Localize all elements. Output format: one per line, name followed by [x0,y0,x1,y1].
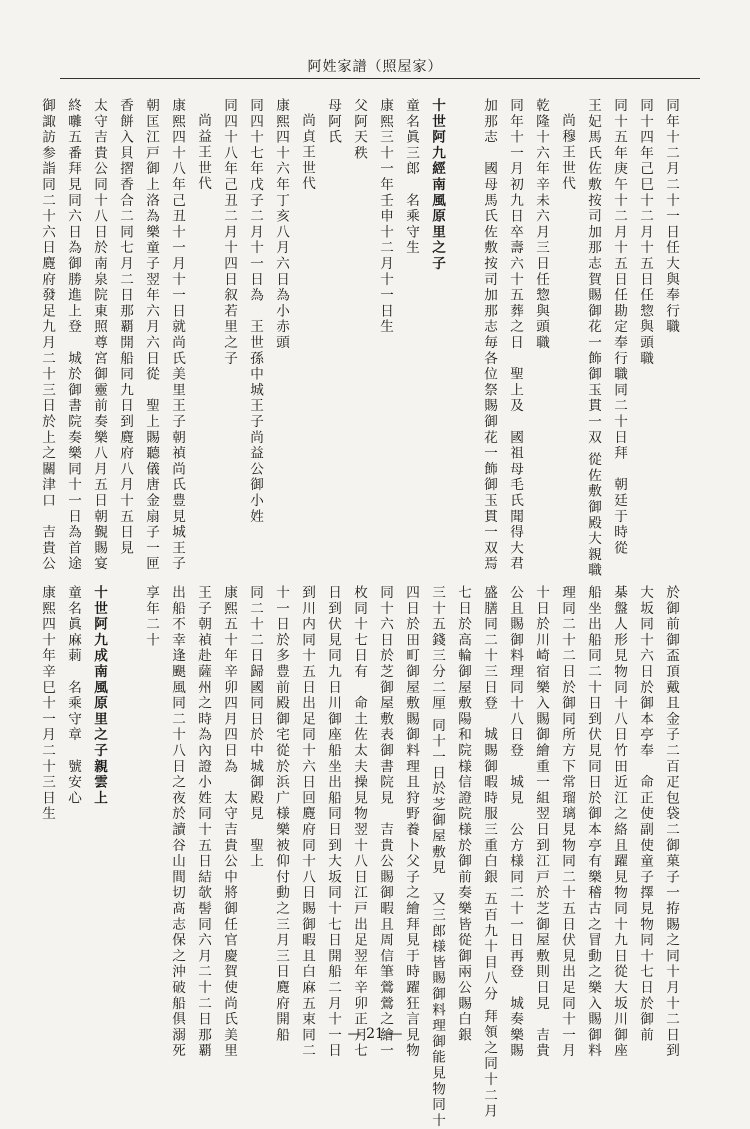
header-rule [60,78,700,79]
text-column: 童名眞三郎 名乘守生 [403,98,419,256]
text-column: 康熙三十一年壬申十二月十一日生 [377,98,393,335]
text-column: 大坂同十六日於御本亭奉 命正使副使童子擇見物同十七日於御前 [637,585,653,1044]
text-column: 十一日於多豊前殿御宅從於浜广様樂被仰付動之三月三日麑府開船 [273,585,289,1044]
text-column: 三十五錢三分二厘 同十一日於芝御屋敷見 又三郎様皆賜御料理御能見物同十 [429,585,445,1129]
text-column: 父阿天秩 [351,98,367,162]
text-column: 康熙四十八年己丑十一月十一日就尚氏美里王子朝禎尚氏豊見城王子 [169,98,185,572]
text-column: 尚貞王世代 [299,112,315,192]
text-column: 同二十二日歸國同日於中城御殿見 聖上 [247,585,263,870]
text-column: 同十五年庚午十二月十五日任勘定奉行職同二十日拜 朝廷于時從 [611,98,627,557]
text-column: 同四十八年己丑二月十四日叙若里之子 [221,98,237,367]
text-column: 康熙五十年辛卯四月四日為 太守吉貴公中將御任官慶賀使尚氏美里 [221,585,237,1059]
text-column: 七日於高輪御屋敷陽和院様信證院様於御前奏樂皆從御兩公賜白銀 [455,585,471,1044]
text-column: 十日於川崎宿樂入賜御繪重一組翌日到江戸於芝御屋敷則日見 吉貴 [533,585,549,1059]
text-column: 四日於田町御屋敷賜御料理且狩野養卜父子之繪拜見于時躍狂言見物 [403,585,419,1059]
text-column: 童名眞麻莿 名乘守章 號安心 [65,585,81,807]
running-header: 阿姓家譜（照屋家） [307,59,443,75]
text-column: 同十六日於芝御屋敷表御書院見 吉貴公賜御暇且周信筆鶯鶯之繪一 [377,585,393,1059]
upper-text-block [34,98,684,579]
text-column: 乾隆十六年辛未六月三日任惣與頭職 [533,98,549,351]
text-column [450,98,476,528]
text-column: 出船不幸逢颶風同二十八日之夜於讀谷山間切髙志保之沖破船俱溺死 [169,585,185,1059]
text-column: 香餅入貝摺香合二同七月二日那覇開船同九日到麑府八月十五日見 [117,98,133,557]
text-column: 同年十一月初九日卒壽六十五葬之日 聖上及 國祖母毛氏聞得大君 [507,98,523,572]
text-column: 太守吉貴公同十八日於南泉院東照尊宮御靈前奏樂八月五日朝覲賜宴 [91,98,107,572]
genealogy-heading: 十世阿九成南風原里之子親雲上 [91,585,107,807]
page-number: — 21 — [347,1026,403,1042]
text-column: 享年二十 [143,585,159,649]
text-column: 御諏訪参詣同二十六日麑府發足九月二十三日於上之關津口 吉貴公 [39,98,55,572]
text-column: 王妃馬氏佐敷按司加那志賀賜御花一飾御玉貫一双 從佐敷御殿大親職 [585,98,601,579]
text-column: 理同二十二日於御同所方下常瑠璃見物同二十五日伏見出足同十一月 [559,585,575,1059]
text-column: 母阿氏 [325,98,341,146]
text-column: 同十四年己巳十二月十五日任惣與頭職 [637,98,653,367]
text-column: 王子朝禎赴薩州之時為內證小姓同十五日結欹髻同六月二十二日那覇 [195,585,211,1059]
text-column: 康熙四十年辛巳十一月二十三日生 [39,585,55,822]
text-column: 同四十七年戊子二月十一日為 王世孫中城王子尚益公御小姓 [247,98,263,525]
text-column: 終囃五番拜見同六日為御勝進上登 城於御書院奏樂同十一日為首途 [65,98,81,572]
text-column: 枚同十七日有 命土佐太夫操見物翌十八日江戸出足翌年辛卯正月七 [351,585,367,1059]
text-column: 於御前御盃頂戴且金子二百疋包袋二御菓子一拵賜之同十月十二日到 [663,585,679,1059]
text-column: 到川内同十五日出足同十六日回麑府同十八日賜御暇且白麻五束同二 [299,585,315,1059]
text-column: 日到伏見同九日川御座船坐出船同日到大坂同十七日開船二月十一日 [325,585,341,1059]
text-column: 加那志 國母馬氏佐敷按司加那志毎各位祭賜御花一飾御玉貫一双焉 [481,98,497,572]
text-column: 尚穆王世代 [559,112,575,192]
text-column: 棊盤人形見物同十八日竹田近江之絡且躍見物同十九日從大坂川御座 [611,585,627,1059]
text-column [112,585,138,1025]
genealogy-heading: 十世阿九經南風原里之子 [429,98,445,272]
text-column: 同年十二月二十一日任大與奉行職 [663,98,679,335]
text-column: 尚益王世代 [195,112,211,192]
text-column: 船坐出船同二十日到伏見同日於御本亭有樂稽古之冒動之樂入賜御料 [585,585,601,1059]
text-column: 盛膳同二十三日登 城賜御暇時服三重白銀 五百九十目八分 拜領之同十二月 [481,585,497,1120]
text-column: 公且賜御料理同十八日登 城見 公方様同二十一日再登 城奏樂賜 [507,585,523,1059]
text-column: 康熙四十六年丁亥八月六日為小赤頭 [273,98,289,351]
text-column: 朝匡江戸御上洛為樂童子翌年六月六日從 聖上賜聽儀唐金扇子一匣 [143,98,159,572]
